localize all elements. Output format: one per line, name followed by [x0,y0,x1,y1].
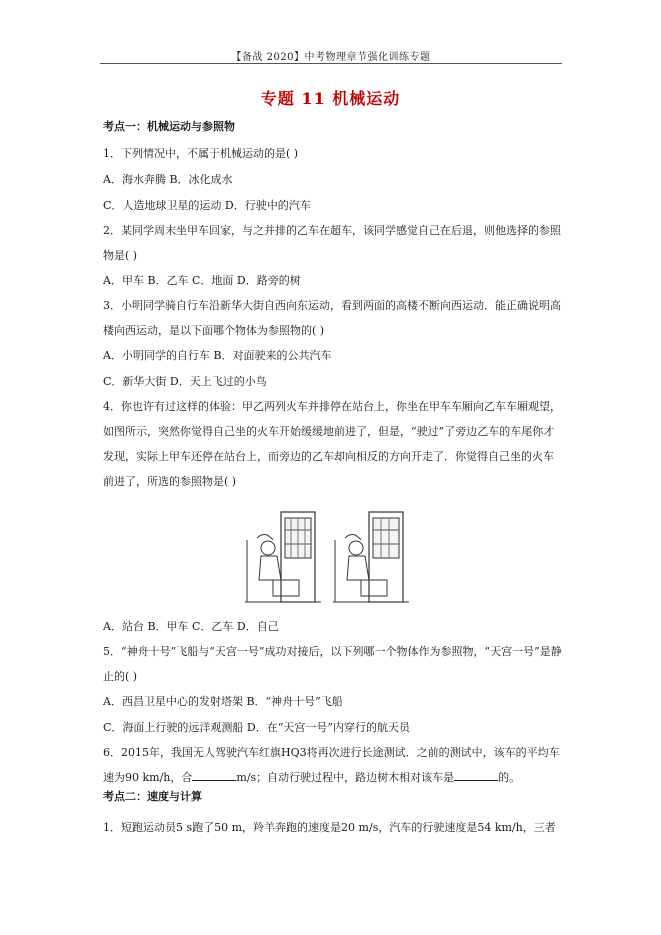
answer-blank-2[interactable] [454,770,498,781]
train-figure [103,510,563,610]
question-1-options-ab: A．海水奔腾 B．冰化成水 [103,173,233,186]
question-6-part-2: m/s；自动行驶过程中，路边树木相对该车是 [236,771,455,784]
question-5-options-ab: A．西昌卫星中心的发射塔架 B．“神舟十号”飞船 [103,695,343,708]
answer-blank-1[interactable] [192,770,236,781]
section-heading-1: 考点一：机械运动与参照物 [103,120,235,133]
question-4-stem: 4．你也许有过这样的体验：甲乙两列火车并排停在站台上，你坐在甲车车厢向乙车车厢观望，如图所示，突然你觉得自己坐的火车开始缓缓地前进了，但是，“驶过”了旁边乙车的车尾你才发现，实际上甲车还停在站台上，而旁边的乙车却向相反的方向开走了．你觉得自己坐的火车前进了，所选的参照物是( ) [103,400,561,488]
question-1-options-cd: C．人造地球卫星的运动 D．行驶中的汽车 [103,199,311,212]
question-2-options: A．甲车 B．乙车 C．地面 D．路旁的树 [103,274,301,287]
section-heading-2: 考点二：速度与计算 [103,790,202,803]
question-6-stem [103,740,563,790]
question-6-part-1: 6．2015年，我国无人驾驶汽车红旗HQ3将再次进行长途测试．之前的测试中，该车的平均车速为90 km/h，合 [103,746,560,784]
train-window-illustration-left [243,510,323,610]
question-7-stem: 1．短跑运动员5 s跑了50 m，羚羊奔跑的速度是20 m/s，汽车的行驶速度是54 km/h，三者 [103,821,556,834]
train-window-illustration-right [331,510,411,610]
question-1-stem: 1．下列情况中，不属于机械运动的是( ) [103,147,299,160]
document-title: 专题 11 机械运动 [260,89,401,108]
question-5-stem: 5．“神舟十号”飞船与“天宫一号”成功对接后，以下列哪一个物体作为参照物，“天宫一号”是静止的( ) [103,645,562,683]
question-2-stem: 2．某同学周末坐甲车回家，与之并排的乙车在超车，该同学感觉自己在后退，则他选择的参照物是( ) [103,224,561,262]
question-6-part-3: 的。 [498,771,521,784]
question-5-options-cd: C．海面上行驶的远洋观测船 D．在“天宫一号”内穿行的航天员 [103,721,410,734]
document-body [103,120,563,834]
question-3-stem: 3．小明同学骑自行车沿新华大街自西向东运动，看到两面的高楼不断向西运动．能正确说明高楼向西运动，是以下面哪个物体为参照物的( ) [103,299,561,337]
page-header: 【备战 2020】中考物理章节强化训练专题 [231,52,431,63]
header-rule [100,63,562,64]
question-3-options-cd: C．新华大街 D．天上飞过的小鸟 [103,375,267,388]
question-3-options-ab: A．小明同学的自行车 B．对面驶来的公共汽车 [103,349,332,362]
question-4-options: A．站台 B．甲车 C．乙车 D．自己 [103,620,279,633]
